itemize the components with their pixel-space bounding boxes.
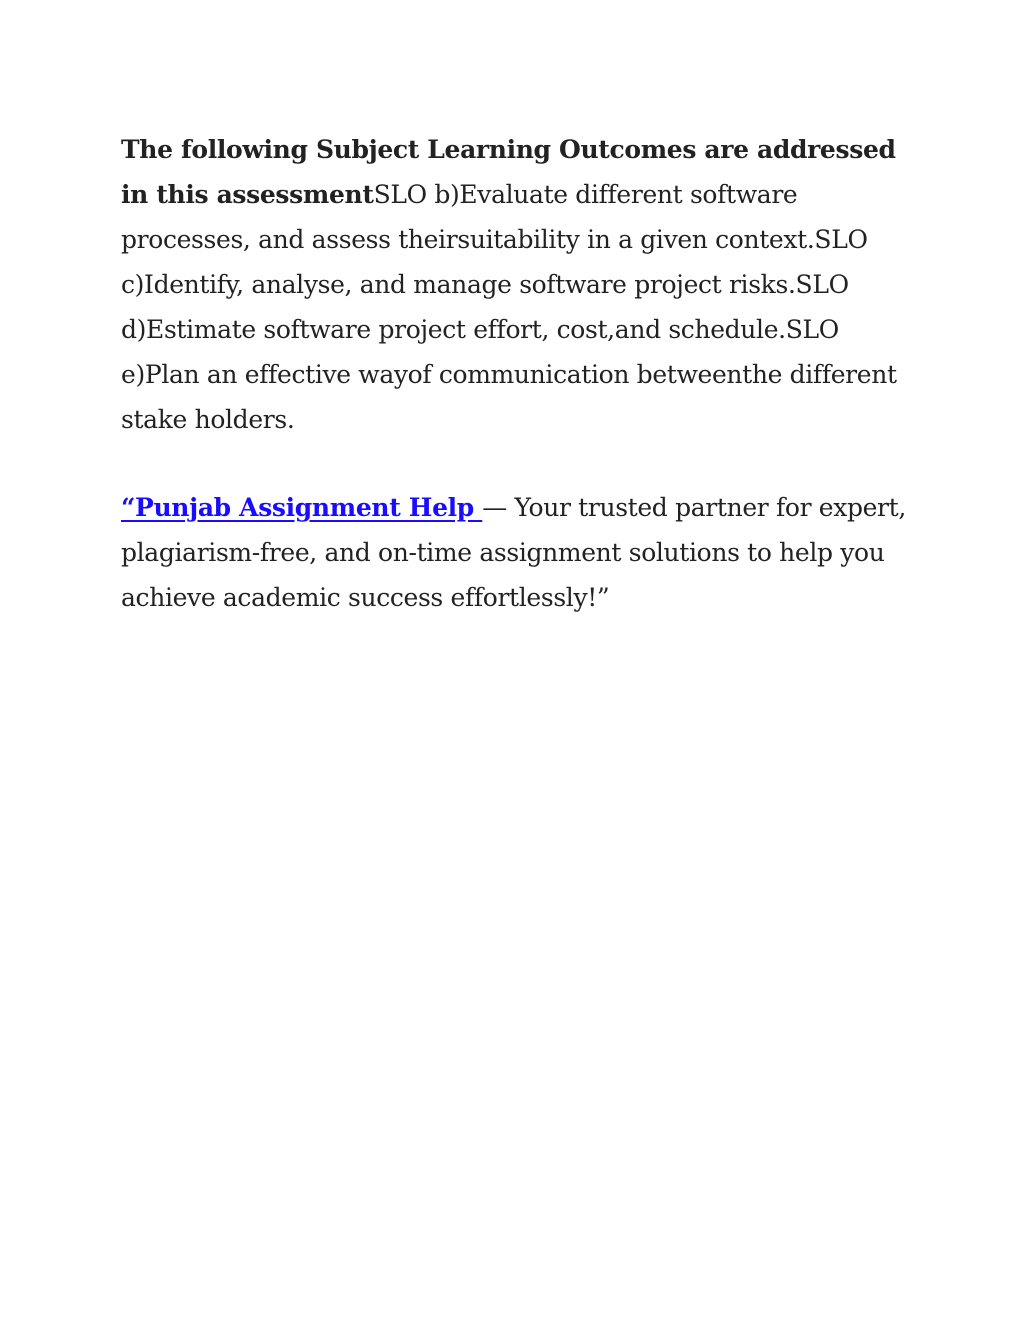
slo-list-text: SLO b)Evaluate different software processes, and assess theirsuitability in a given context.SLO c)Identify, analyse, and manage software project risks.SLO d)Estimate software project effort, cost,and schedule.SLO e)Plan an effective wayof communication betweenthe different stake holders. xyxy=(121,180,897,434)
document-content xyxy=(121,127,911,620)
punjab-assignment-help-link[interactable]: “Punjab Assignment Help xyxy=(121,493,483,522)
slo-heading: The following Subject Learning Outcomes are addressed in this assessment xyxy=(121,135,896,209)
promo-text: — Your trusted partner for expert, plagiarism-free, and on-time assignment solutions to help you achieve academic success effortlessly!” xyxy=(121,493,906,612)
slo-paragraph xyxy=(121,127,911,442)
promo-paragraph xyxy=(121,485,911,620)
